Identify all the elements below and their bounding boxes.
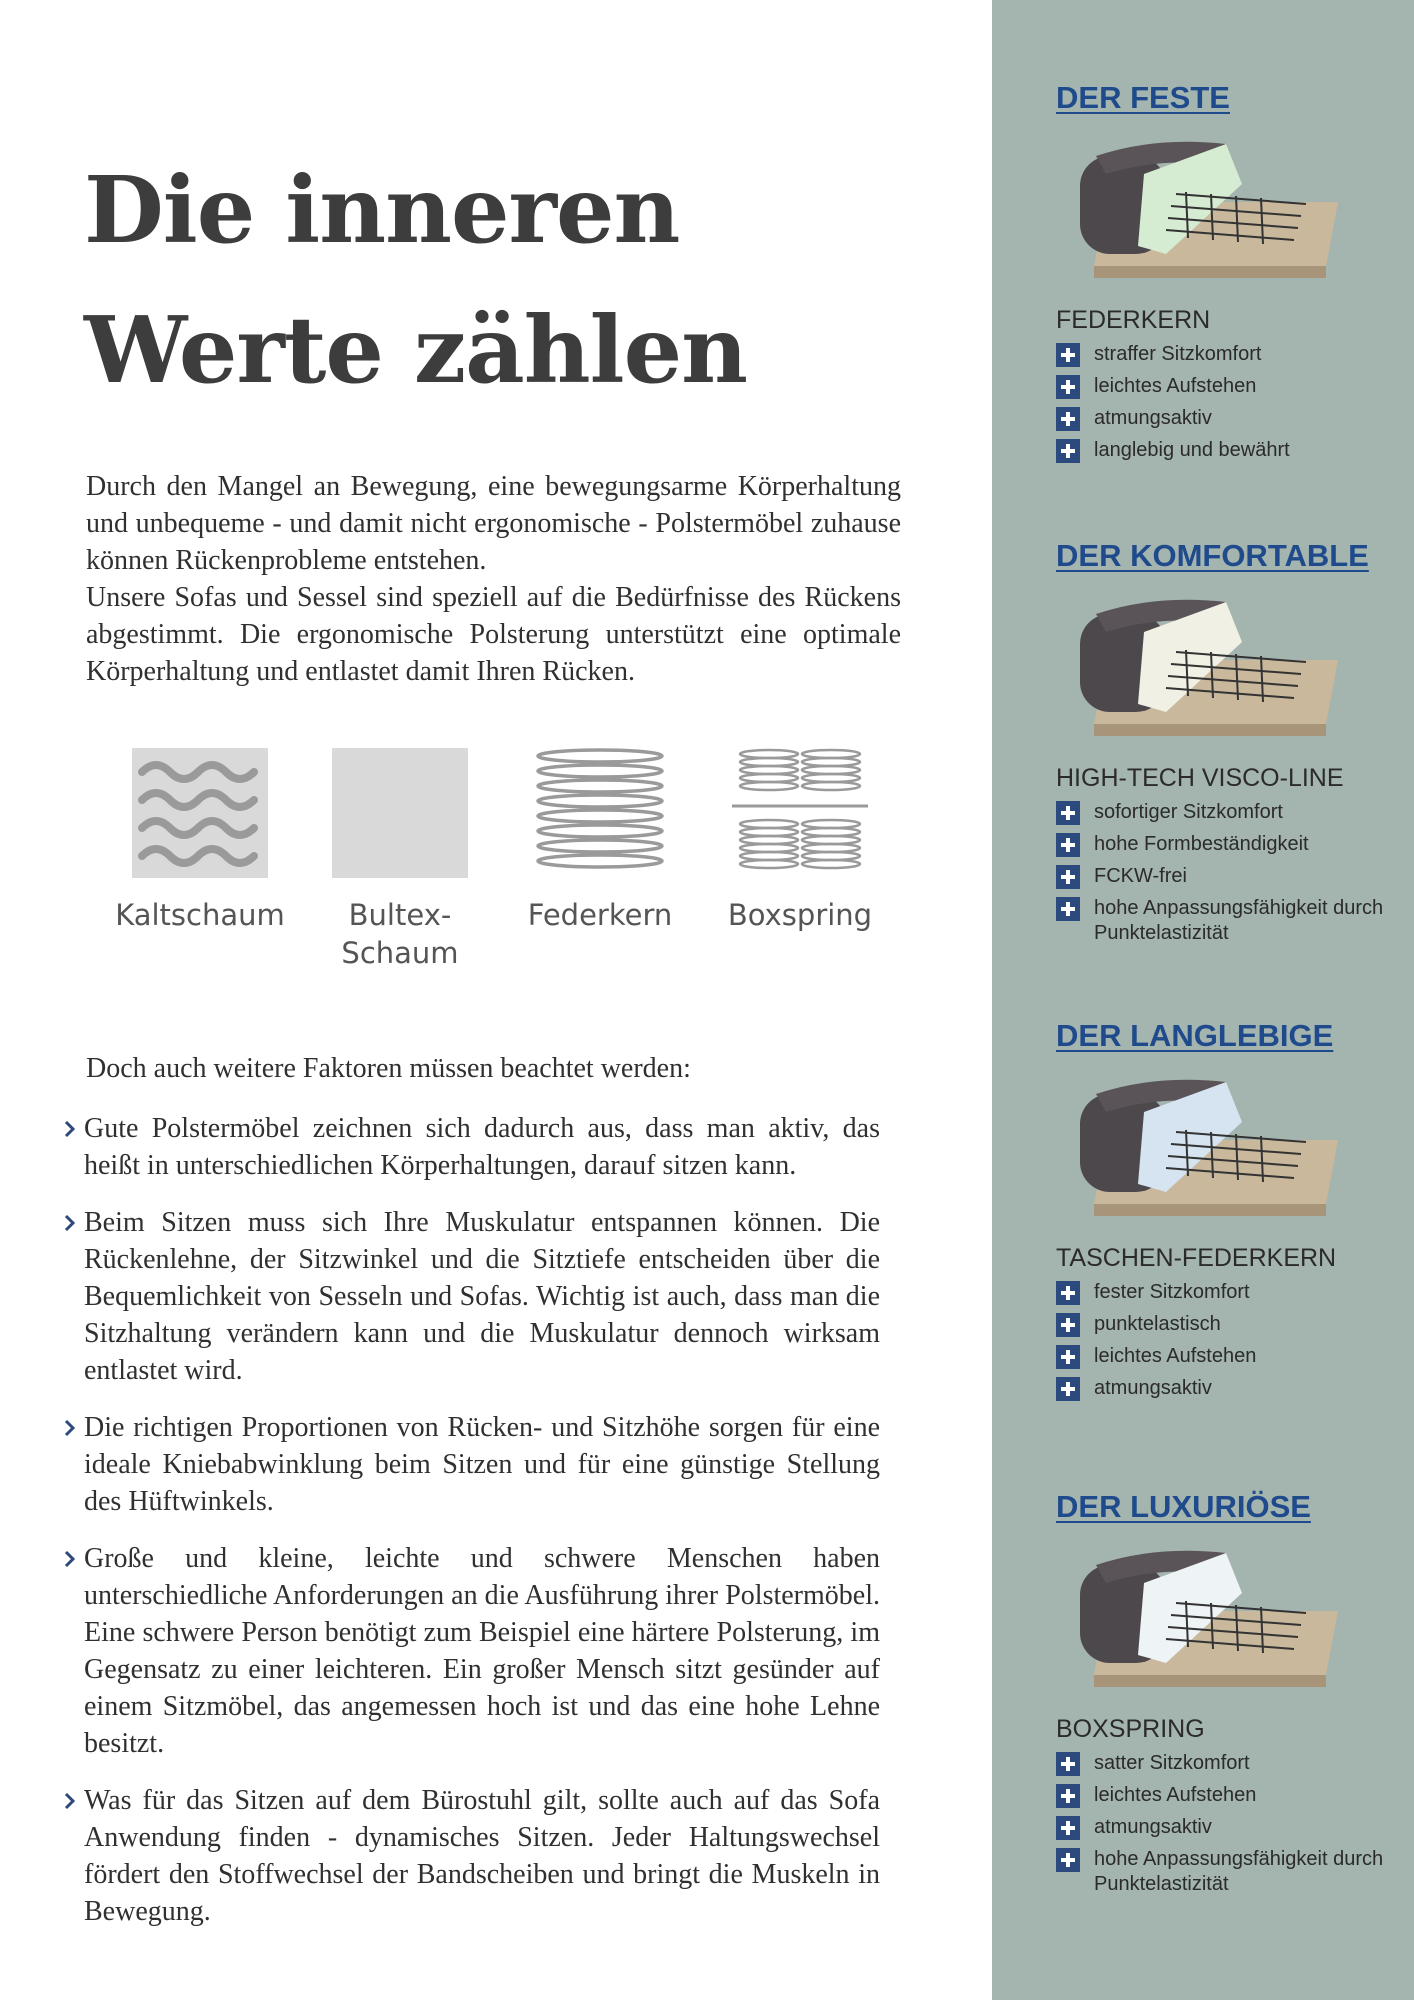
filling-boxspring <box>710 748 890 934</box>
intro-text <box>86 468 901 690</box>
factor-item <box>84 1204 880 1389</box>
benefit-text: hohe Anpassungsfähigkeit durch Punktelastizität <box>1094 897 1384 944</box>
factor-item <box>84 1110 880 1184</box>
benefit-item <box>1056 342 1396 367</box>
plus-icon <box>1056 801 1080 825</box>
benefit-list <box>1056 1280 1396 1401</box>
type-core: HIGH-TECH VISCO-LINE <box>1056 764 1344 792</box>
benefit-item <box>1056 438 1396 463</box>
upholstery-cutaway-icon <box>1076 1543 1356 1691</box>
benefit-item <box>1056 1376 1396 1401</box>
chevron-right-icon <box>64 1792 76 1810</box>
plus-icon <box>1056 833 1080 857</box>
benefit-text: atmungsaktiv <box>1094 1816 1212 1838</box>
type-core: FEDERKERN <box>1056 306 1211 334</box>
type-heading: DER FESTE <box>1056 80 1230 115</box>
benefit-item <box>1056 1815 1396 1840</box>
benefit-item <box>1056 896 1396 946</box>
benefit-item <box>1056 1783 1396 1808</box>
plus-icon <box>1056 1313 1080 1337</box>
filling-label: Boxspring <box>727 898 873 932</box>
type-core: BOXSPRING <box>1056 1715 1205 1743</box>
type-heading: DER LUXURIÖSE <box>1056 1489 1311 1524</box>
plus-icon <box>1056 1281 1080 1305</box>
factors-lead: Doch auch weitere Faktoren müssen beachtet werden: <box>86 1053 691 1084</box>
factor-text: Beim Sitzen muss sich Ihre Muskulatur entspannen können. Die Rückenlehne, der Sitzwinkel und die Sitztiefe entscheiden über die Bequemlichkeit von Sesseln und Sofas. Wichtig ist auch, dass man die Sitzhaltung verändern kann und die Muskulatur dennoch wirksam entlastet wird. <box>84 1207 880 1386</box>
benefit-text: leichtes Aufstehen <box>1094 375 1257 397</box>
plus-icon <box>1056 865 1080 889</box>
benefit-text: hohe Anpassungsfähigkeit durch Punktelastizität <box>1094 1848 1384 1895</box>
benefit-text: leichtes Aufstehen <box>1094 1345 1257 1367</box>
benefit-text: fester Sitzkomfort <box>1094 1281 1250 1303</box>
type-der-komfortable <box>1056 536 1396 953</box>
plus-icon <box>1056 1784 1080 1808</box>
benefit-item <box>1056 406 1396 431</box>
type-heading: DER KOMFORTABLE <box>1056 538 1369 573</box>
benefit-text: hohe Formbeständigkeit <box>1094 833 1309 855</box>
benefit-text: straffer Sitzkomfort <box>1094 343 1262 365</box>
type-der-luxurioese <box>1056 1487 1396 1904</box>
boxspring-icon <box>732 748 868 878</box>
benefit-text: atmungsaktiv <box>1094 407 1212 429</box>
spring-coil-icon <box>532 748 668 878</box>
benefit-item <box>1056 800 1396 825</box>
benefit-item <box>1056 1312 1396 1337</box>
filling-label: Federkern <box>527 898 673 932</box>
type-heading: DER LANGLEBIGE <box>1056 1018 1334 1053</box>
benefit-item <box>1056 374 1396 399</box>
plus-icon <box>1056 1345 1080 1369</box>
benefit-item <box>1056 1344 1396 1369</box>
intro-paragraph-2: Unsere Sofas und Sessel sind speziell auf die Bedürfnisse des Rückens abgestimmt. Die ergonomische Polsterung unterstützt eine optimale Körperhaltung und entlastet damit Ihren Rücken. <box>86 582 901 687</box>
type-der-langlebige <box>1056 1016 1396 1408</box>
factor-text: Gute Polstermöbel zeichnen sich dadurch aus, dass man aktiv, das heißt in unterschiedlichen Körperhaltungen, darauf sitzen kann. <box>84 1113 880 1181</box>
plus-icon <box>1056 1816 1080 1840</box>
plus-icon <box>1056 897 1080 921</box>
factor-list <box>84 1110 880 1950</box>
filling-types <box>110 748 900 988</box>
filling-label: Kaltschaum <box>115 898 285 932</box>
upholstery-cutaway-icon <box>1076 592 1356 740</box>
plus-icon <box>1056 375 1080 399</box>
plus-icon <box>1056 1752 1080 1776</box>
benefit-item <box>1056 832 1396 857</box>
benefit-list <box>1056 1751 1396 1897</box>
benefit-item <box>1056 1280 1396 1305</box>
chevron-right-icon <box>64 1214 76 1232</box>
benefit-list <box>1056 342 1396 463</box>
factor-text: Die richtigen Proportionen von Rücken- und Sitzhöhe sorgen für eine ideale Kniebabwinklung beim Sitzen und für eine günstige Stellung des Hüftwinkels. <box>84 1412 880 1517</box>
upholstery-cutaway-icon <box>1076 1072 1356 1220</box>
upholstery-cutaway-icon <box>1076 134 1356 282</box>
benefit-item <box>1056 1751 1396 1776</box>
plus-icon <box>1056 1848 1080 1872</box>
plus-icon <box>1056 343 1080 367</box>
benefit-text: FCKW-frei <box>1094 865 1187 887</box>
benefit-text: langlebig und bewährt <box>1094 439 1290 461</box>
type-core: TASCHEN-FEDERKERN <box>1056 1244 1337 1272</box>
factor-text: Große und kleine, leichte und schwere Menschen haben unterschiedliche Anforderungen an die Ausführung ihrer Polstermöbel. Eine schwere Person benötigt zum Beispiel eine härtere Polsterung, im Gegensatz zu einer leichteren. Ein großer Mensch sitzt gesünder auf einem Sitzmöbel, das angemessen hoch ist und das eine hohe Lehne besitzt. <box>84 1543 880 1759</box>
benefit-text: punktelastisch <box>1094 1313 1221 1335</box>
type-der-feste <box>1056 78 1396 470</box>
chevron-right-icon <box>64 1550 76 1568</box>
page-title <box>84 140 747 420</box>
benefit-text: satter Sitzkomfort <box>1094 1752 1250 1774</box>
foam-wave-icon <box>132 748 268 878</box>
benefit-text: sofortiger Sitzkomfort <box>1094 801 1283 823</box>
filling-kaltschaum <box>110 748 290 934</box>
benefit-text: leichtes Aufstehen <box>1094 1784 1257 1806</box>
factor-text: Was für das Sitzen auf dem Bürostuhl gilt, sollte auch auf das Sofa Anwendung finden - dynamisches Sitzen. Jeder Haltungswechsel fördert den Stoffwechsel der Bandscheiben und bringt die Muskeln in Bewegung. <box>84 1785 880 1927</box>
foam-block-icon <box>332 748 468 878</box>
benefit-item <box>1056 864 1396 889</box>
title-line-2: Werte zählen <box>84 296 747 404</box>
factor-item <box>84 1540 880 1762</box>
filling-label: Bultex- Schaum <box>341 898 459 970</box>
benefit-text: atmungsaktiv <box>1094 1377 1212 1399</box>
plus-icon <box>1056 1377 1080 1401</box>
title-line-1: Die inneren <box>84 156 680 264</box>
filling-federkern <box>510 748 690 934</box>
chevron-right-icon <box>64 1419 76 1437</box>
plus-icon <box>1056 439 1080 463</box>
benefit-list <box>1056 800 1396 946</box>
factor-item <box>84 1782 880 1930</box>
intro-paragraph-1: Durch den Mangel an Bewegung, eine bewegungsarme Körperhaltung und unbequeme - und damit nicht ergonomische - Polstermöbel zuhause können Rückenprobleme entstehen. <box>86 471 901 576</box>
chevron-right-icon <box>64 1120 76 1138</box>
filling-bultex <box>310 748 490 972</box>
plus-icon <box>1056 407 1080 431</box>
factor-item <box>84 1409 880 1520</box>
benefit-item <box>1056 1847 1396 1897</box>
